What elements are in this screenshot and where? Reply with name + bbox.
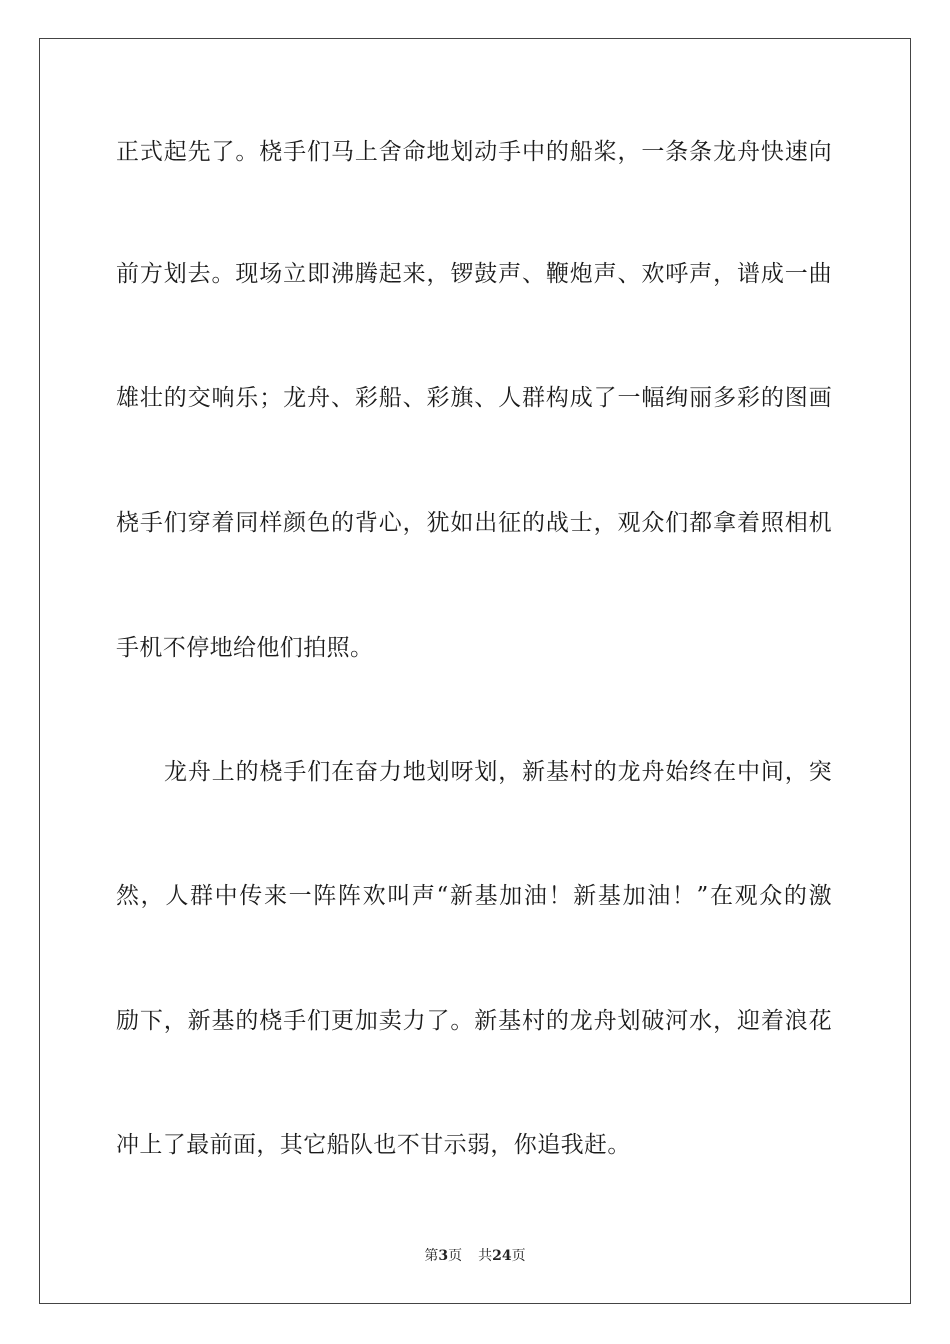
page-number: 3 [438,1248,449,1264]
paragraph-line-2: 前方划去。现场立即沸腾起来，锣鼓声、鞭炮声、欢呼声，谱成一曲 [116,261,832,287]
paragraph-line-6: 龙舟上的桡手们在奋力地划呀划，新基村的龙舟始终在中间，突 [164,759,832,785]
page-suffix: 页 [448,1248,463,1264]
page-border [39,38,911,1304]
total-prefix: 共 [478,1248,493,1264]
page-prefix: 第 [424,1248,439,1264]
paragraph-line-1: 正式起先了。桡手们马上舍命地划动手中的船桨，一条条龙舟快速向 [116,139,832,165]
paragraph-line-9: 冲上了最前面，其它船队也不甘示弱，你追我赶。 [116,1132,631,1158]
page-footer [0,1246,950,1266]
paragraph-line-4: 桡手们穿着同样颜色的背心，犹如出征的战士，观众们都拿着照相机 [116,510,832,536]
paragraph-line-3: 雄壮的交响乐；龙舟、彩船、彩旗、人群构成了一幅绚丽多彩的图画 [116,385,832,411]
paragraph-line-8: 励下，新基的桡手们更加卖力了。新基村的龙舟划破河水，迎着浪花 [116,1008,832,1034]
paragraph-line-5: 手机不停地给他们拍照。 [116,635,374,661]
total-suffix: 页 [511,1248,526,1264]
paragraph-line-7: 然，人群中传来一阵阵欢叫声“新基加油！新基加油！”在观众的激 [116,883,832,909]
total-pages: 24 [492,1248,512,1264]
